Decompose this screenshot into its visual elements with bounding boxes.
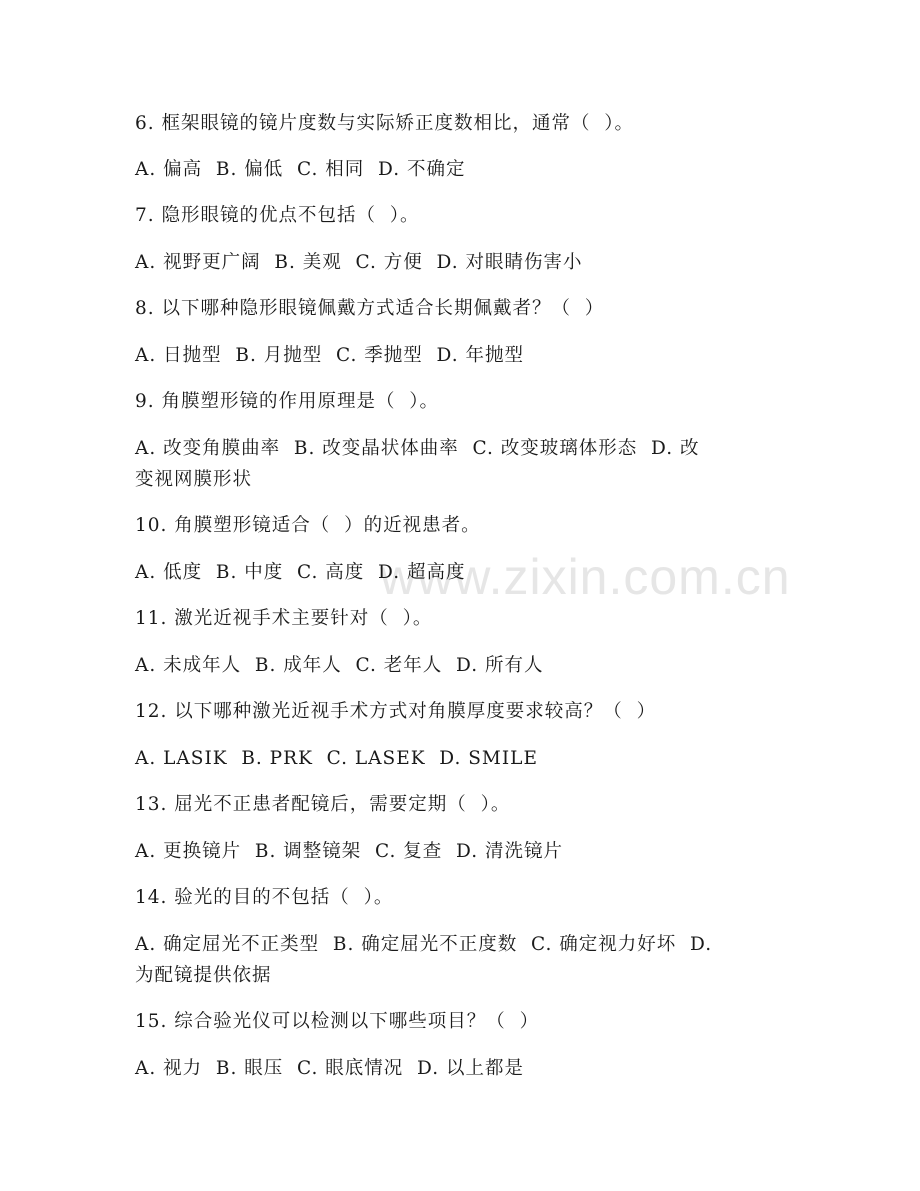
- question-13: 13. 屈光不正患者配镜后，需要定期（ ）。: [135, 794, 511, 815]
- question-9-options-line-2: 变视网膜形状: [135, 469, 253, 490]
- question-14-options-line-2: 为配镜提供依据: [135, 965, 272, 986]
- question-13-options: A. 更换镜片 B. 调整镜架 C. 复查 D. 清洗镜片: [135, 841, 563, 862]
- question-10: 10. 角膜塑形镜适合（ ）的近视患者。: [135, 515, 481, 536]
- question-12-options: A. LASIK B. PRK C. LASEK D. SMILE: [135, 748, 538, 769]
- question-9: 9. 角膜塑形镜的作用原理是（ ）。: [135, 391, 440, 412]
- question-7: 7. 隐形眼镜的优点不包括（ ）。: [135, 205, 420, 226]
- question-9-options-line-1: A. 改变角膜曲率 B. 改变晶状体曲率 C. 改变玻璃体形态 D. 改: [135, 438, 700, 459]
- question-8: 8. 以下哪种隐形眼镜佩戴方式适合长期佩戴者？（ ）: [135, 298, 605, 319]
- watermark: www.zixin.com.cn: [380, 549, 791, 605]
- question-10-options: A. 低度 B. 中度 C. 高度 D. 超高度: [135, 562, 466, 583]
- question-12: 12. 以下哪种激光近视手术方式对角膜厚度要求较高？（ ）: [135, 701, 657, 722]
- question-11-options: A. 未成年人 B. 成年人 C. 老年人 D. 所有人: [135, 655, 544, 676]
- question-11: 11. 激光近视手术主要针对（ ）。: [135, 608, 433, 629]
- question-15-options: A. 视力 B. 眼压 C. 眼底情况 D. 以上都是: [135, 1058, 524, 1079]
- question-6: 6. 框架眼镜的镜片度数与实际矫正度数相比，通常（ ）。: [135, 113, 635, 134]
- question-14-options-line-1: A. 确定屈光不正类型 B. 确定屈光不正度数 C. 确定视力好坏 D.: [135, 934, 713, 955]
- question-7-options: A. 视野更广阔 B. 美观 C. 方便 D. 对眼睛伤害小: [135, 252, 583, 273]
- question-6-options: A. 偏高 B. 偏低 C. 相同 D. 不确定: [135, 159, 466, 180]
- question-8-options: A. 日抛型 B. 月抛型 C. 季抛型 D. 年抛型: [135, 345, 524, 366]
- question-14: 14. 验光的目的不包括（ ）。: [135, 887, 394, 908]
- question-15: 15. 综合验光仪可以检测以下哪些项目？（ ）: [135, 1011, 540, 1032]
